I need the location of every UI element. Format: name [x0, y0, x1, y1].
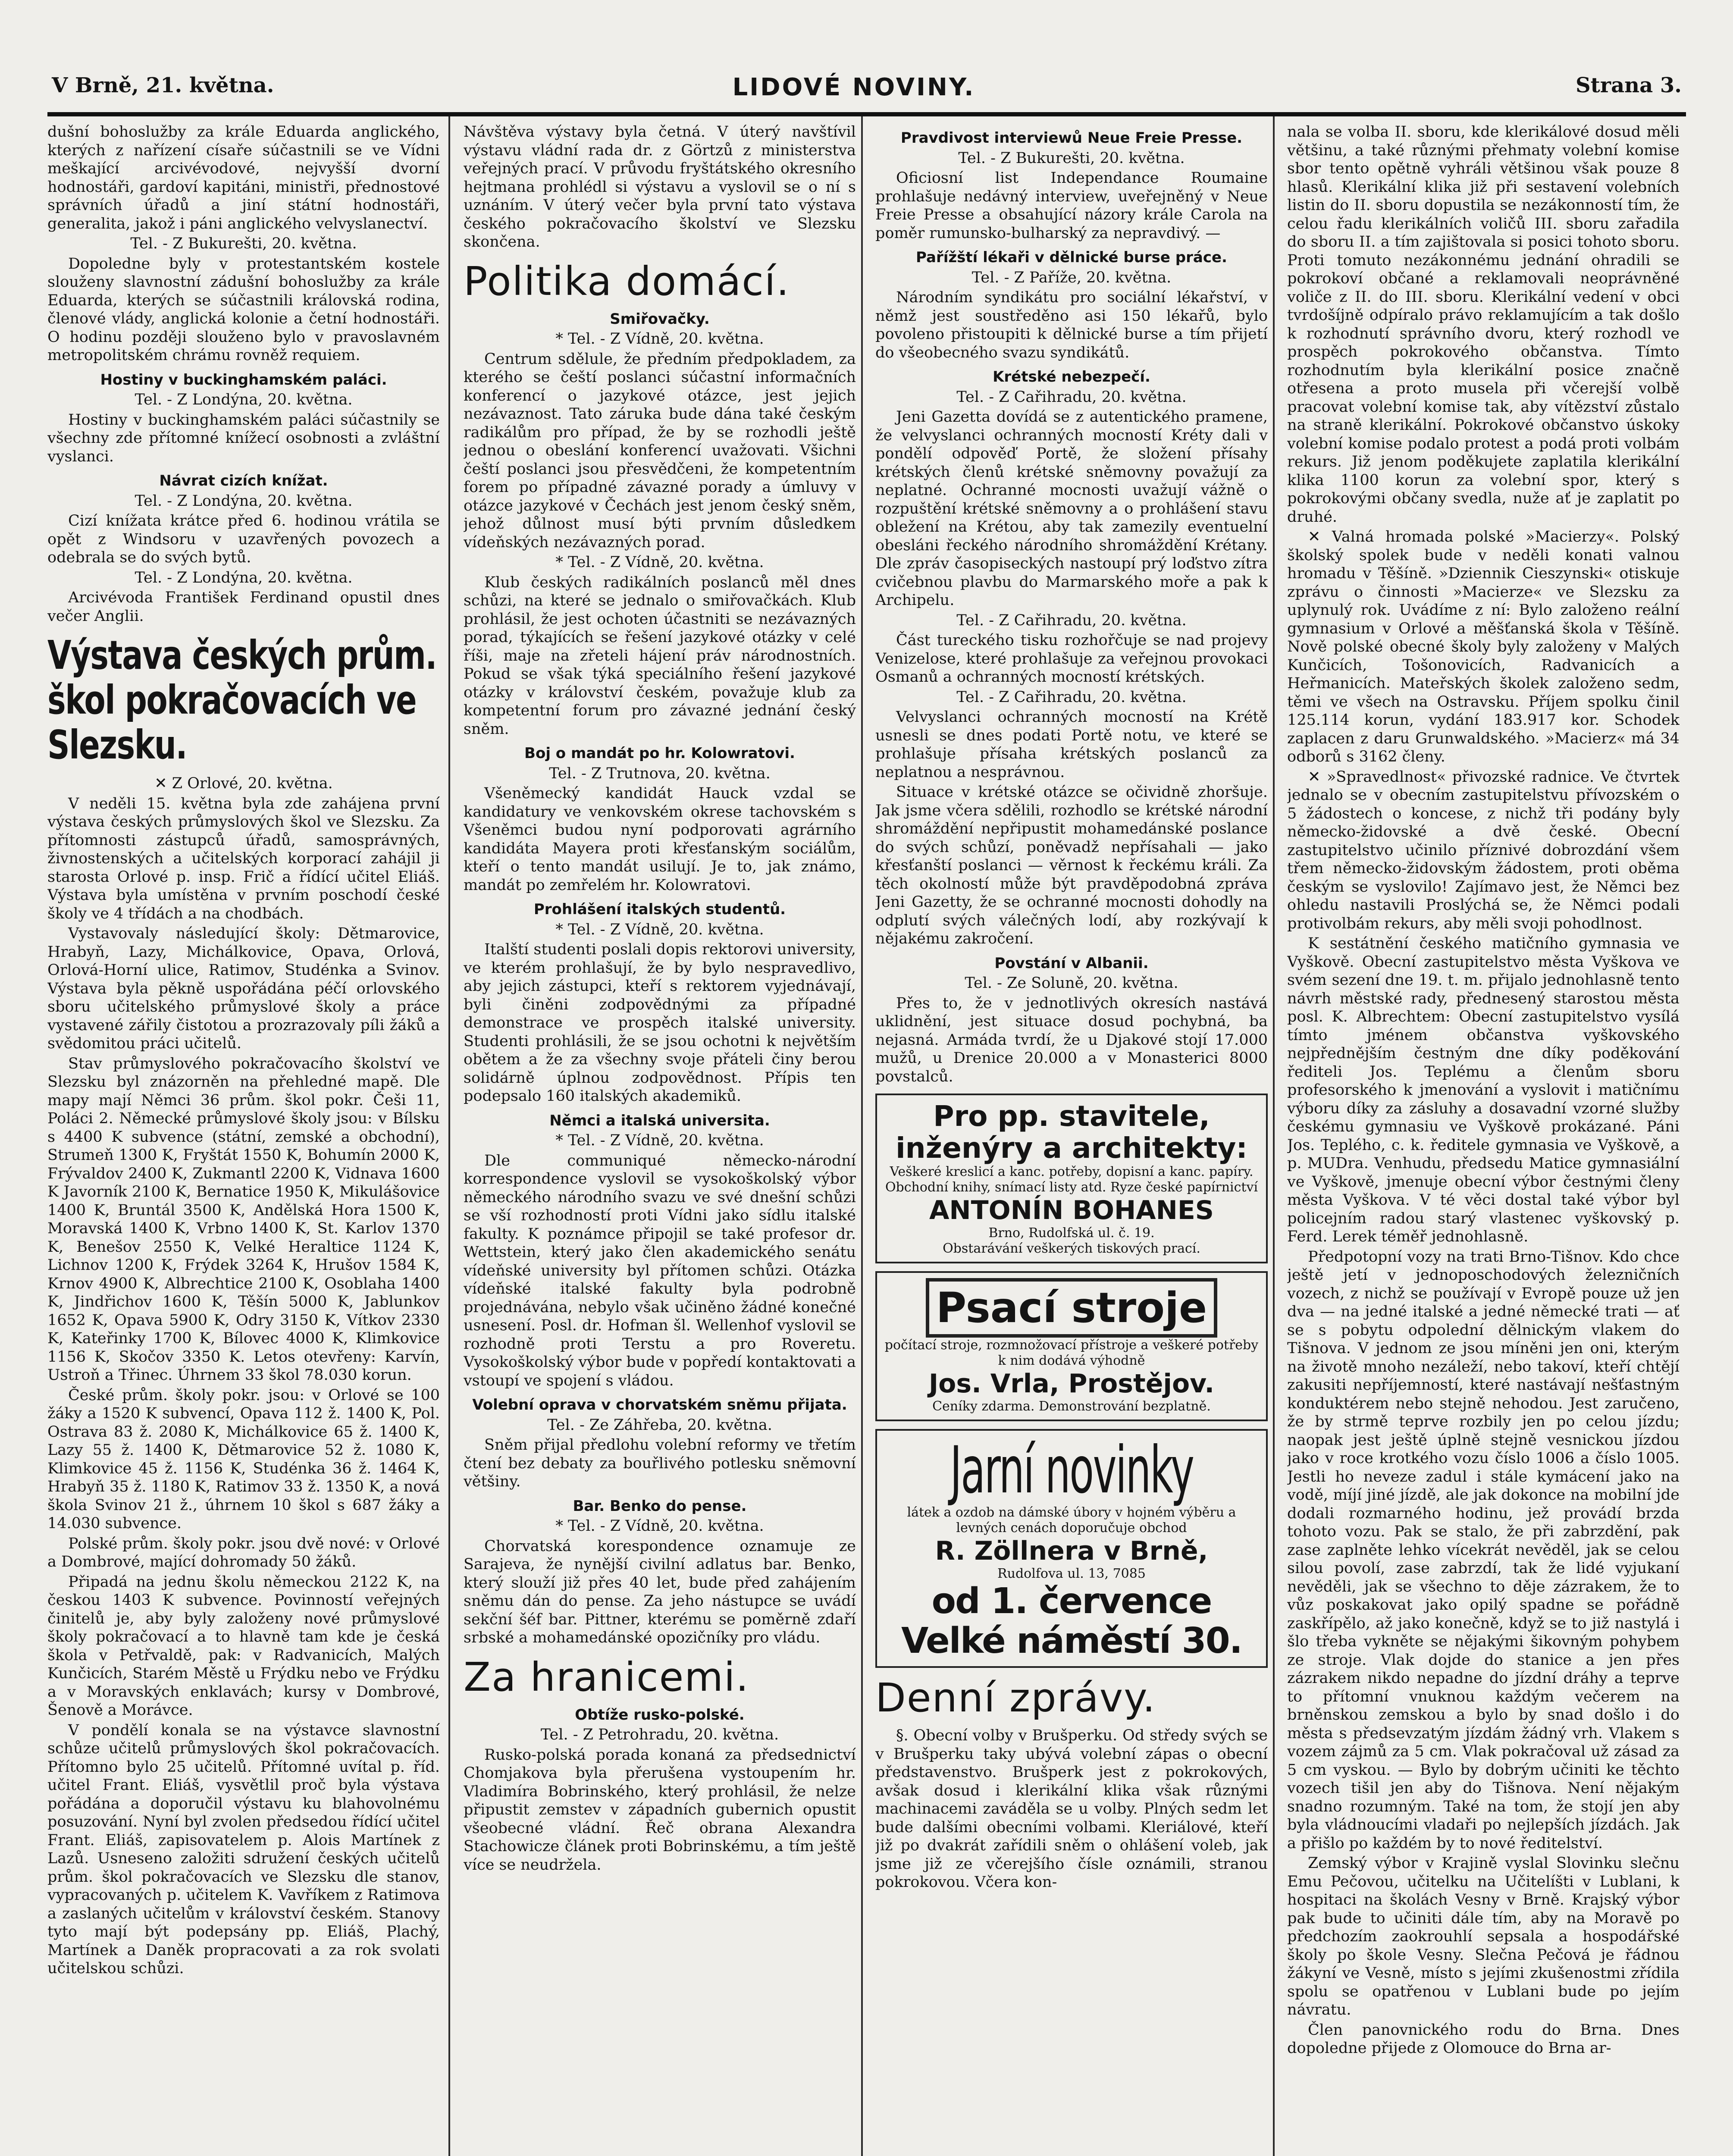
article-paragraph: Vystavovaly následující školy: Dětmarovice, Hrabyň, Lazy, Michálkovice, Opava, Orlová, Orlová-Horní ulice, Ratimov, Studénka a Svinov. Výstava byla pěkně uspořádána péčí orlovského sboru učitelského průmyslové školy a práce vystavené zářily čistotou a prozrazovaly píli žáků a svědomitou práci učitelů.: [47, 925, 440, 1052]
section-heading-abroad: Za hranicemi.: [464, 1654, 749, 1700]
column-3: [875, 123, 1268, 2156]
advert-address: Brno, Rudolfská ul. č. 19.: [988, 1225, 1155, 1241]
advert-footer: od 1. července Velké náměstí 30.: [901, 1581, 1242, 1661]
article-heading: Hostiny v buckinghamském paláci.: [100, 371, 387, 389]
advert-name: ANTONÍN BOHANES: [929, 1195, 1214, 1225]
article-paragraph: Velvyslanci ochranných mocností na Krétě usnesli se dnes podati Portě notu, ve které se prohlašuje přísaha krétských poslanců za neplatnou a nesprávnou.: [875, 708, 1268, 781]
article-paragraph: Sněm přijal předlohu volební reformy ve třetím čtení bez debaty za bouřlivého potlesku sněmovní většiny.: [464, 1436, 856, 1490]
article-paragraph: Předpotopní vozy na trati Brno-Tišnov. Kdo chce ještě jetí v jednoposchodových železničních vozech, z nichž se používají v Evropě pouze už jen dva — na jedné italské a jedné německé trati — ať se s pobytu odpolední dělnickým vlakem do Tišnova. V jednom ze jsou míněni jen oni, kterým na životě mnoho nezáleží, nebo takoví, kteří chtějí zakusiti nepříjemností, které nastávají nešťastným konduktérem nebo stejně nehodou. Jest zaručeno, že by strmě teprve rozbily jen po celou jízdu; naopak jest ještě úplně stejně vesnickou jízdou jako v roce krotkého vozu číslo 1006 a číslo 1005. Jestli ho neveze zadul i stále kymácení jako na vodě, míjí jiné jízdě, ale jak dokonce na mobilní jde dodali rozmarného hodinu, jež provádí brzda tohoto vozu. Pak se stalo, že při zabrzdění, pak zase zaplněte lehko vícekrát nevěděl, jak se celou silou povolí, zase zabrzdí, tak že lidé vyjukaní nevěděli, jak se všechno to děje zázrakem, že to vůz poskakovat jako opilý spadne se pořádně zaskřípělo, až jako konečně, když se to již nastylá i šlo třeba vykněte se nějakými šikovným pohybem ze stroje. Vlak dojde do stanice a jen přes zázrakem nikdo nepadne do jízdní dráhy a teprve to přítomní vnuknou každým večerem na brněnskou zemskou a bylo by snad došlo i do města s předsevzatým jízdám žádný vrh. Vlakem s vozem zájmů za 5 cm. Vlak pokračoval už zásad za 5 cm vyskou. — Bylo by dobrým učiniti ke těchto vozech tišil jen aby do Tišnova. Není nějakým snadno rozumným. Také na tom, že stojí jen aby byla vládnoucími vladaři po nejlepších jízdách. Jak a přišlo po každém by to nové ředitelství.: [1287, 1248, 1680, 1852]
advert-address: Rudolfova ul. 13, 7085: [997, 1566, 1146, 1581]
article-paragraph: Všeněmecký kandidát Hauck vzdal se kandidatury ve venkovském okrese tachovském s Všeněmci budou nyní podporovati agrárního kandidáta Mayera proti křesťanským sociálům, kteří o tento mandát usilují. Je to, jak známo, mandát po zemřelém hr. Kolowratovi.: [464, 785, 856, 894]
dateline: * Tel. - Z Vídně, 20. května.: [555, 554, 764, 571]
article-heading: Návrat cizích knížat.: [159, 472, 328, 489]
advert-bohanes: [875, 1094, 1268, 1263]
article-paragraph: Přes to, že v jednotlivých okresích nastává uklidnění, jest situace dosud pochybná, ba nejasná. Armáda tvrdí, že u Djakové stojí 17.000 mužů, u Drenice 20.000 a v Monasterici 8000 povstalců.: [875, 994, 1268, 1085]
advert-name: R. Zöllnera v Brně,: [935, 1536, 1208, 1566]
advert-title: Psací stroje: [926, 1278, 1217, 1338]
article-paragraph: Oficiosní list Independance Roumaine prohlašuje nedávný interview, uveřejněný v Neue Freie Presse a obsahující názory krále Carola na poměr rumunsko-bulharský za nepravdivý. —: [875, 169, 1268, 242]
advert-body: látek a ozdob na dámské úbory v hojném výběru a levných cenách doporučuje obchod: [907, 1505, 1236, 1536]
advert-title: Pro pp. stavitele, inženýry a architekty:: [896, 1100, 1247, 1165]
article-paragraph: Zemský výbor v Krajině vyslal Slovinku slečnu Emu Pečovou, učitelku na Učitelíšti v Lublani, k hospitaci na školách Vesny v Brně. Krajský výbor pak bude to učiniti dále tím, aby na Moravě po předchozím zaokrouhlí sepsala a hospodářské školy po škole Vesny. Slečna Pečová je řádnou žákyní ve Vesně, místo s jejími zkušenostmi zřídila spolu se opatřenou v Lublani bude po jejím návratu.: [1287, 1855, 1680, 2018]
article-paragraph: Část tureckého tisku rozhořčuje se nad projevy Venizelose, které prohlašuje za veřejnou provokaci Osmanů a ochranných mocností krétských.: [875, 632, 1268, 686]
dateline: Tel. - Z Cařihradu, 20. května.: [956, 388, 1187, 406]
article-paragraph: Chorvatská korespondence oznamuje ze Sarajeva, že nynější civilní adlatus bar. Benko, který slouží již přes 40 let, bude před zahájením sněmu dán do pense. Za jeho nástupce se uvádí sekční šéf bar. Pittner, kterému se poměrně zdaří srbské a mohamedánské opozičníky pro vládu.: [464, 1537, 856, 1646]
article-paragraph: §. Obecní volby v Brušperku. Od středy svých se v Brušperku taky ubývá volební zápas o obecní představenstvo. Brušperk jest z pokrokových, avšak dosud i klerikální klika však různými machinacemi zaváděla se u volby. Plných sedm let bude dalšími obecními volbami. Kleriálové, kteří již po dvakrát zařídili sněm o ohlášení voleb, jak jsme již ze včerejšího čísle oznámili, stranou pokrokovou. Včera kon-: [875, 1727, 1268, 1891]
advert-vrla: [875, 1271, 1268, 1421]
column-rule: [1273, 116, 1275, 2156]
dateline: Tel. - Z Londýna, 20. května.: [135, 391, 353, 408]
article-heading: Krétské nebezpečí.: [993, 368, 1150, 385]
advert-footer: Obstarávání veškerých tiskových prací.: [943, 1241, 1200, 1256]
advert-footer: Ceníky zdarma. Demonstrování bezplatně.: [932, 1399, 1211, 1414]
article-paragraph: Člen panovnického rodu do Brna. Dnes dopoledne přijede z Olomouce do Brna ar-: [1287, 2021, 1680, 2057]
column-rule: [448, 116, 450, 2156]
article-paragraph: dušní bohoslužby za krále Eduarda anglického, kterých z nařízení císaře súčastnili se ve Vídni meškající arcivévodové, nejvyšší dvorní hodnostáři, gardoví kapitáni, ministři, přednostové správních úřadů a jiní státní hodnostáři, generalita, jakož i páni anglického velvyslanectví.: [47, 123, 440, 232]
dateline: Tel. - Z Londýna, 20. května.: [135, 569, 353, 586]
article-paragraph: Dopoledne byly v protestantském kostele slouženy slavnostní zádušní bohoslužby za krále Eduarda, kterých se súčastnili královská rodina, členové vlády, anglická kolonie a četní hodnostáři. O hodinu později slouženo bylo v pravoslavném metropolitském chrámu rovněž requiem.: [47, 255, 440, 364]
dateline: Tel. - Z Bukurešti, 20. května.: [958, 149, 1185, 167]
article-paragraph: nala se volba II. sboru, kde klerikálové dosud měli většinu, a také různými přehmaty volební komise sbor tento opětně vyhráli většinou však pouze 8 hlasů. Klerikální klika již při sestavení volebních listin do II. sboru dopustila se nezákonností tím, že celou řadu klerikálních voličů III. sboru zařadila do sboru II. a tím zajištovala si posici tohoto sboru. Proti tomuto nezákonnému jednání ohradili se pokrokoví občané a reklamovali neoprávněné voliče z II. do III. sboru. Klerikální vedení v obci tvrdošíjně odpíralo právo reklamujícím a tak došlo k rozhodnutí správního dvoru, který rozhodl ve prospěch pokrokového občanstva. Tímto rozhodnutím byla klerikální posice značně otřesena a proto musela při včerejší volbě pracovat volební komise tak, aby vítězství zůstalo na straně klerikální. Pokrokové občanstvo úskoky volební komise podalo protest a podá proti volbám rekurs. Již jenom poděkujete zaplatila klerikální klika 1100 korun za volební spor, který s pokrokovými občany svedla, nuže ať je zaplatit po druhé.: [1287, 123, 1680, 526]
advert-name: Jos. Vrla, Prostějov.: [928, 1369, 1215, 1399]
newspaper-title: LIDOVÉ NOVINY.: [732, 73, 975, 101]
dateline: Tel. - Z Petrohradu, 20. května.: [540, 1726, 779, 1743]
dateline: * Tel. - Z Vídně, 20. května.: [555, 1132, 764, 1149]
article-paragraph: Polské prům. školy pokr. jsou dvě nové: v Orlové a Dombrové, mající dohromady 50 žáků.: [47, 1535, 440, 1570]
column-2: [464, 123, 856, 2156]
advert-zollner: [875, 1429, 1268, 1668]
dateline: * Tel. - Z Vídně, 20. května.: [555, 921, 764, 938]
dateline: Tel. - Z Cařihradu, 20. května.: [956, 611, 1187, 629]
dateline: Tel. - Ze Soluně, 20. května.: [965, 975, 1178, 992]
dateline: * Tel. - Z Vídně, 20. května.: [555, 330, 764, 348]
article-paragraph: Arcivévoda František Ferdinand opustil dnes večer Anglii.: [47, 589, 440, 625]
article-paragraph: Klub českých radikálních poslanců měl dnes schůzi, na které se jednalo o smiřovačkách. Klub prohlásil, že jest ochoten účastniti se nezávazných porad, týkajících se řešení jazykové otázky v celé říši, maje na zřeteli hájení práv národnostních. Pokud se však týká speciálního řešení jazykové otázky v království českém, považuje klub za kompetentní forum pro závazné jednání český sněm.: [464, 573, 856, 738]
article-heading: Němci a italská universita.: [549, 1112, 770, 1129]
article-paragraph: Stav průmyslového pokračovacího školství ve Slezsku byl znázorněn na přehledné mapě. Dle mapy mají Němci 36 prům. škol pokr. Češi 11, Poláci 2. Německé průmyslové školy jsou: v Bílsku s 4400 K subvence (státní, zemské a obchodní), Strumeň 1300 K, Fryštát 1550 K, Bohumín 2000 K, Frývaldov 2400 K, Zukmantl 2200 K, Vidnava 1600 K Javorník 2100 K, Bernatice 1950 K, Mikulášovice 1400 K, Bruntál 3500 K, Andělská Hora 1500 K, Moravská 1400 K, Vrbno 1400 K, St. Karlov 1370 K, Benešov 2550 K, Velké Heraltice 1124 K, Lichnov 1200 K, Frýdek 3264 K, Hrušov 1584 K, Krnov 4900 K, Albrechtice 2100 K, Osoblaha 1400 K, Jindřichov 1600 K, Těšín 5000 K, Jablunkov 1652 K, Opava 5900 K, Odry 3150 K, Vítkov 2330 K, Kateřinky 1700 K, Bílovec 4000 K, Klimkovice 1156 K, Skočov 3350 K. Letos otevřeny: Karvín, Ustroň a Třinec. Úhrnem 33 škol 78.030 korun.: [47, 1055, 440, 1384]
advert-body: Veškeré kreslicí a kanc. potřeby, dopisní a kanc. papíry. Obchodní knihy, snímací listy atd. Ryze české papírnictví: [885, 1164, 1258, 1195]
article-paragraph: Připadá na jednu školu německou 2122 K, na českou 1403 K subvence. Povinností veřejných činitelů je, aby byly založeny nové průmyslové školy pokračovací a to hlavně tam kde je česká škola v Petřvaldě, pak: v Radvanicích, Malých Kunčicích, Starém Městě u Frýdku nebo ve Frýdku a v Moravských enklavách; kursy v Dombrové, Šenově a Morávce.: [47, 1573, 440, 1719]
article-heading: Povstání v Albanii.: [994, 954, 1149, 972]
article-paragraph: Návštěva výstavy byla četná. V úterý navštívil výstavu vládní rada dr. z Görtzů z ministerstva veřejných prací. V průvodu fryštátského okresního hejtmana prohlédl si výstavu a vyslovil se o ní s uznáním. V úterý večer byla první tato výstava českého pokračovacího školství ve Slezsku skončena.: [464, 123, 856, 251]
dateline: Tel. - Z Paříže, 20. května.: [971, 269, 1172, 286]
article-paragraph: V pondělí konala se na výstavce slavnostní schůze učitelů průmyslových škol pokračovacích. Přítomno bylo 25 učitelů. Přítomné uvítal p. říd. učitel Frant. Eliáš, vysvětlil proč byla výstava pořádána a doporučil výstavu ku blahovolnému posuzování. Nyní byl zvolen předsedou řídící učitel Frant. Eliáš, zapisovatelem p. Alois Martínek z Lazů. Usneseno založiti sdružení českých učitelů prům. škol pokračovacích ve Slezsku dle stanov, vypracovaných p. učitelem K. Vavříkem z Ratimova a zaslaných učitelům v království českém. Stanovy tyto mají být podepsány pp. Eliáš, Plachý, Martínek a Daněk propracovati a za rok svolati učitelskou schůzi.: [47, 1721, 440, 1977]
article-heading: Smiřovačky.: [610, 310, 710, 328]
article-paragraph: ✕ »Spravedlnost« přivozské radnice. Ve čtvrtek jednalo se v obecním zastupitelstvu přívozském o 5 žádostech o koncese, z nichž tři podány byly německo-židovské a dvě české. Obecní zastupitelstvo učinilo příznivé dobrozdání všem třem německo-židovským žádostem, proti oběma českým se vyslovilo! Zajímavo jest, že Němci bez ohledu nastavili Proslýchá se, že Němci podali protivolbám rekurs, aby měli svoji pohodlnost.: [1287, 768, 1680, 932]
masthead: [47, 65, 1686, 116]
article-heading: Volební oprava v chorvatském sněmu přijata.: [472, 1396, 847, 1413]
article-paragraph: Dle communiqué německo-národní korrespondence vyslovil se vysokoškolský výbor německého národního svazu ve své dnešní schůzi se vší rozhodností proti Vídni jako sídlu italské fakulty. K poznámce připojil se také profesor dr. Wettstein, který jako člen akademického senátu vídeňské university byl přítomen schůzi. Otázka vídeňské italské fakulty byla podrobně projednávána, nebylo však učiněno žádné konečné usnesení. Posl. dr. Hofman šl. Wellenhof vyslovil se rozhodně proti Terstu a pro Roveretu. Vysokoškolský výbor bude v popředí kontaktovati a vstoupí ve spojení s vládou.: [464, 1152, 856, 1389]
headline-exhibition: Výstava českých prům. škol pokračovacích ve Slezsku.: [47, 632, 437, 768]
article-heading: Pařížští lékaři v dělnické burse práce.: [916, 249, 1227, 266]
date-line: V Brně, 21. května.: [52, 73, 274, 97]
article-heading: Bar. Benko do pense.: [573, 1497, 747, 1515]
page-number: Strana 3.: [1575, 73, 1682, 97]
dateline: Tel. - Ze Záhřeba, 20. května.: [547, 1416, 772, 1434]
article-paragraph: ✕ Valná hromada polské »Macierzy«. Polský školský spolek bude v neděli konati valnou hromadu v Těšíně. »Dziennik Cieszynski« otiskuje zprávu o činnosti »Macierze« ve Slezsku za uplynulý rok. Uvádíme z ní: Bylo založeno reální gymnasium v Orlové a měšťanská škola v Těšíně. Nově polské obecné školy byly založeny v Malých Kunčicích, Tošonovicích, Radvanicích a Heřmanicích. Mateřských školek založeno sedm, těmi ve všech na Ostravsku. Příjem spolku činil 125.114 korun, vydání 183.917 kor. Schodek zaplacen z daru Grunwaldského. »Macierz« má 34 odborů s 3162 členy.: [1287, 528, 1680, 765]
column-4: [1287, 123, 1680, 2156]
article-paragraph: Centrum sdělule, že předním předpokladem, za kterého se čeští poslanci súčastní informačních konferencí o jazykové otázce, jest jejich nezávaznost. Tato záruka bude dána také českým radikálům pro případ, že by se rozhodli ještě jednou o obeslání konferencí uvažovati. Všichni čeští poslanci jsou přesvědčeni, že kompetentním forem po případné závazné porady a úmluvy v otázce jazykové v Čechách jest jenom český sněm, jehož důlnost musí býti prvním důsledkem vídeňských nezávazných porad.: [464, 350, 856, 551]
column-rule: [861, 116, 863, 2156]
article-paragraph: Italští studenti poslali dopis rektorovi university, ve kterém prohlašují, že by bylo nespravedlivo, aby jejich zástupci, kteří s rektorem vyjednávají, byli činěni zodpovědnými za případné demonstrace ve prospěch italské university. Studenti prohlásili, že se jsou ochotni k největším obětem a že za všechny svoje přáteli činy berou solidárně úplnou zodpovědnost. Přípis ten podepsalo 160 italských akademiků.: [464, 941, 856, 1105]
article-paragraph: Národním syndikátu pro sociální lékařství, v němž jest soustředěno asi 150 lékařů, bylo povoleno přistoupiti k dělnické burse a tím přijetí do všeobecného svazu syndikátů.: [875, 289, 1268, 361]
article-paragraph: České prům. školy pokr. jsou: v Orlové se 100 žáky a 1520 K subvencí, Opava 112 ž. 1400 K, Pol. Ostrava 83 ž. 2080 K, Michálkovice 65 ž. 1400 K, Lazy 55 ž. 1400 K, Dětmarovice 52 ž. 1080 K, Klimkovice 45 ž. 1156 K, Studénka 36 ž. 1464 K, Hrabyň 35 ž. 1180 K, Ratimov 33 ž. 1350 K, a nová škola Svinov 21 ž., úhrnem 10 škol s 687 žáky a 14.030 subvence.: [47, 1386, 440, 1532]
dateline: ✕ Z Orlové, 20. května.: [154, 775, 333, 792]
article-paragraph: Jeni Gazetta dovídá se z autentického pramene, že velvyslanci ochranných mocností Kréty dali v pondělí odpověď Portě, že složení přísahy krétských členů krétské sněmovny považují za neplatné. Ochranné mocnosti uvažují vážně o rozpuštění krétské sněmovny a o prohlášení stavu obležení na Krétou, aby tak zamezily eventuelní obesláni řeckého národního shromáždění Krétany. Dle zpráv časopiseckých nastoupí prý loďstvo zítra cvičebnou plavbu do Marmarského moře a pak k Archipelu.: [875, 408, 1268, 609]
article-paragraph: K sestátnění českého matičního gymnasia ve Vyškově. Obecní zastupitelstvo města Vyškova ve svém sezení dne 19. t. m. přijalo jednohlasně tento návrh městské rady, přednesený starostou města posl. K. Albrechtem: Obecní zastupitelstvo vysílá tímto jménem občanstva vyškovského nejpřednějším čestným dne díky poděkování řediteli Jos. Teplému a členům sboru profesorského k jmenování a vyslovit i matičnímu výboru díky za zásluhy a dosavadní vzorné služby českému gymnasiu ve Vyškově prokázané. Páni Jos. Teplého, c. k. ředitele gymnasia ve Vyškově, a p. MUDra. Venhudu, předsedu Matice gymnasiální ve Vyškově, jmenuje obecní výbor čestnými členy města Vyškova. V té věci dostal také výbor byl policejním radou starý vlastenec vyškovský p. Ferd. Lerek téměř jednohlasně.: [1287, 935, 1680, 1245]
article-paragraph: V neděli 15. května byla zde zahájena první výstava českých průmyslových škol ve Slezsku. Za přítomnosti zástupců úřadů, samosprávných, živnostenských a učitelských korporací zahájil ji starosta Orlové p. insp. Frič a řídící učitel Eliáš. Výstava byla umístěna v prvním poschodí české školy ve 4 třídách a na chodbách.: [47, 795, 440, 922]
section-heading-domestic: Politika domácí.: [464, 258, 790, 304]
dateline: Tel. - Z Trutnova, 20. května.: [549, 765, 771, 782]
advert-title: Jarní novinky: [950, 1433, 1194, 1508]
dateline: Tel. - Z Cařihradu, 20. května.: [956, 688, 1187, 706]
article-paragraph: Situace v krétské otázce se očividně zhoršuje. Jak jsme včera sdělili, rozhodlo se krétské národní shromáždění nepřipustit mohamedánské poslance do svých schůzí, poněvadž nepřísahali — jako křesťanští poslanci — věrnost k řeckému králi. Za těch okolností může být pravděpodobná zpráva Jeni Gazetty, že se ochranné mocnosti dohodly na odplutí svých válečných lodí, aby rozkývají k nějakému zakročení.: [875, 783, 1268, 947]
advert-body: počítací stroje, rozmnožovací přístroje a veškeré potřeby k nim dodává výhodně: [884, 1338, 1259, 1368]
article-paragraph: Rusko-polská porada konaná za předsednictví Chomjakova byla přerušena vystoupením hr. Vladimíra Bobrinského, který prohlásil, že nelze připustit zemstev v západních gubernich opustit všeobecné vládní. Řeč obrana Alexandra Stachowicze článek proti Bobrinskému, a tím ještě více se neudržela.: [464, 1746, 856, 1874]
article-heading: Pravdivost interviewů Neue Freie Presse.: [900, 129, 1243, 147]
article-paragraph: Hostiny v buckinghamském paláci súčastnily se všechny zde přítomné knížecí osobnosti a zvláštní vyslanci.: [47, 411, 440, 465]
dateline: * Tel. - Z Vídně, 20. května.: [555, 1517, 764, 1535]
section-heading-daily-news: Denní zprávy.: [875, 1675, 1156, 1721]
article-heading: Obtíže rusko-polské.: [575, 1706, 745, 1724]
dateline: Tel. - Z Bukurešti, 20. května.: [130, 235, 357, 252]
column-1: [47, 123, 440, 2156]
article-paragraph: Cizí knížata krátce před 6. hodinou vrátila se opět z Windsoru v uzavřených povozech a odebrala se do svých bytů.: [47, 512, 440, 566]
dateline: Tel. - Z Londýna, 20. května.: [135, 492, 353, 510]
article-heading: Prohlášení italských studentů.: [533, 901, 786, 918]
article-heading: Boj o mandát po hr. Kolowratovi.: [524, 745, 795, 762]
